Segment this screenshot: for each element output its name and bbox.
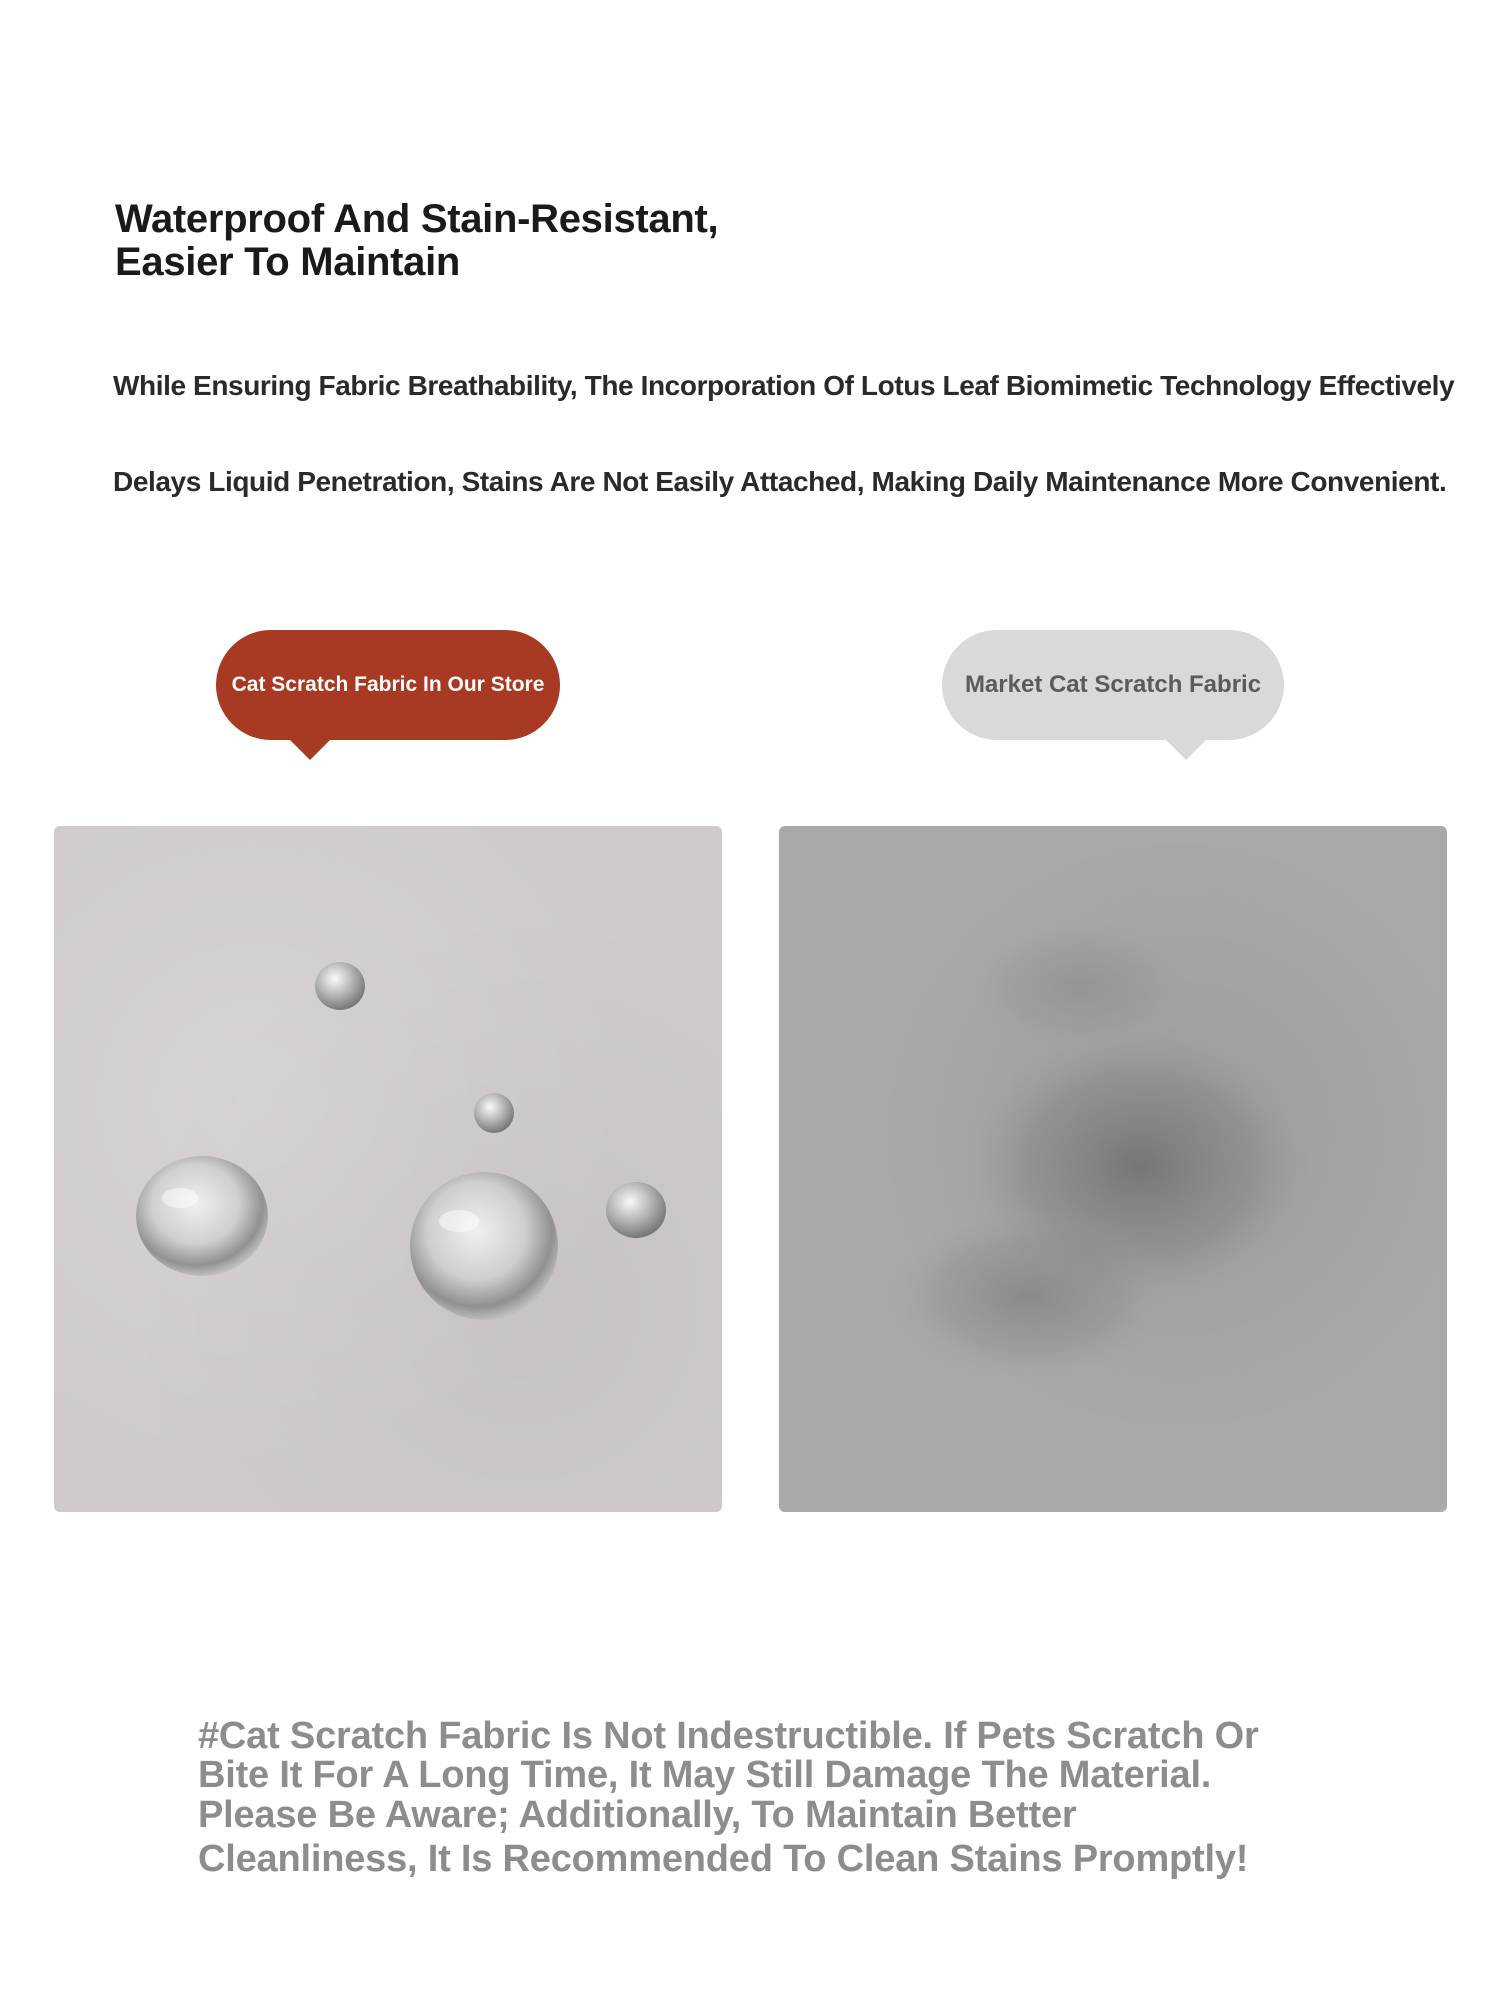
intro-text-line-2: Delays Liquid Penetration, Stains Are Not Easily Attached, Making Daily Maintenance More Convenient.	[113, 466, 1447, 497]
market-label: Market Cat Scratch Fabric	[964, 671, 1262, 698]
tiny-droplet-middle	[474, 1093, 514, 1133]
care-notice	[198, 1716, 1358, 1881]
our-fabric-photo	[54, 826, 722, 1512]
large-droplet-center	[410, 1172, 558, 1320]
water-stain-icon	[779, 826, 1447, 1512]
small-droplet-top	[315, 962, 365, 1010]
intro-text-line-1: While Ensuring Fabric Breathability, The Incorporation Of Lotus Leaf Biomimetic Technology Effectively	[113, 370, 1455, 401]
market-label-bubble	[942, 630, 1284, 740]
small-droplet-right	[606, 1182, 666, 1238]
our-store-label: Cat Scratch Fabric In Our Store	[231, 673, 545, 696]
market-fabric-photo	[779, 826, 1447, 1512]
page-title-line-1: Waterproof And Stain-Resistant,	[115, 197, 719, 241]
page-title-line-2: Easier To Maintain	[115, 240, 461, 284]
our-store-label-bubble	[216, 630, 560, 740]
large-droplet-left	[136, 1156, 268, 1276]
care-notice-line-3: Please Be Aware; Additionally, To Maintain Better	[198, 1794, 1077, 1836]
care-notice-line-1: #Cat Scratch Fabric Is Not Indestructible. If Pets Scratch Or	[198, 1715, 1259, 1757]
care-notice-line-4: Cleanliness, It Is Recommended To Clean Stains Promptly!	[198, 1838, 1249, 1880]
page-title	[115, 198, 935, 284]
water-droplets-icon	[54, 826, 722, 1512]
care-notice-line-2: Bite It For A Long Time, It May Still Damage The Material.	[198, 1754, 1212, 1796]
